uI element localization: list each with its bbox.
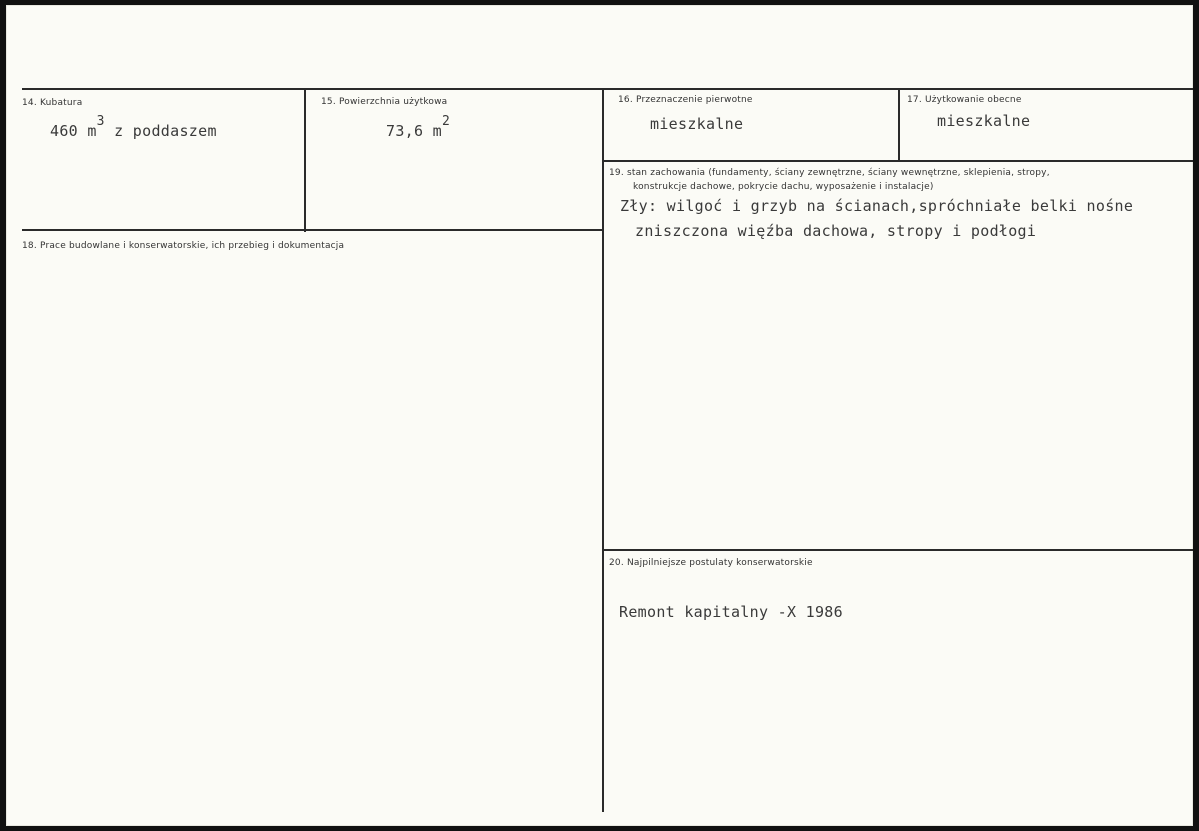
- przeznaczenie-value: mieszkalne: [650, 115, 744, 133]
- stan-zachowania-label-2: konstrukcje dachowe, pokrycie dachu, wyposażenie i instalacje): [633, 182, 934, 192]
- divider-14-15: [304, 90, 306, 232]
- powierzchnia-number: 73,6 m: [386, 122, 442, 140]
- divider-16-17: [898, 90, 900, 160]
- powierzchnia-exponent: 2: [442, 114, 451, 129]
- stan-zachowania-value-2: zniszczona więźba dachowa, stropy i podłogi: [635, 222, 1037, 240]
- line-above-20: [604, 549, 1193, 551]
- uzytkowanie-label: 17. Użytkowanie obecne: [907, 95, 1022, 105]
- powierzchnia-value: [386, 114, 451, 140]
- line-under-16-17: [604, 160, 1193, 162]
- stan-zachowania-value-1: Zły: wilgoć i grzyb na ścianach,spróchniałe belki nośne: [620, 197, 1134, 215]
- postulaty-value: Remont kapitalny -X 1986: [619, 603, 843, 621]
- line-under-14-15: [22, 229, 604, 231]
- kubatura-value: [50, 114, 217, 140]
- kubatura-number: 460 m: [50, 122, 97, 140]
- stan-zachowania-label-1: 19. stan zachowania (fundamenty, ściany zewnętrzne, ściany wewnętrzne, sklepienia, stropy,: [609, 168, 1050, 178]
- divider-left-right: [602, 90, 604, 812]
- kubatura-label: 14. Kubatura: [22, 98, 83, 108]
- uzytkowanie-value: mieszkalne: [937, 112, 1031, 130]
- top-border-line: [22, 88, 1193, 90]
- record-card: [6, 5, 1193, 826]
- prace-budowlane-label: 18. Prace budowlane i konserwatorskie, ich przebieg i dokumentacja: [22, 241, 345, 251]
- powierzchnia-label: 15. Powierzchnia użytkowa: [321, 97, 448, 107]
- kubatura-note: z poddaszem: [114, 122, 217, 140]
- przeznaczenie-label: 16. Przeznaczenie pierwotne: [618, 95, 753, 105]
- postulaty-label: 20. Najpilniejsze postulaty konserwatorskie: [609, 558, 813, 568]
- kubatura-exponent: 3: [96, 114, 105, 129]
